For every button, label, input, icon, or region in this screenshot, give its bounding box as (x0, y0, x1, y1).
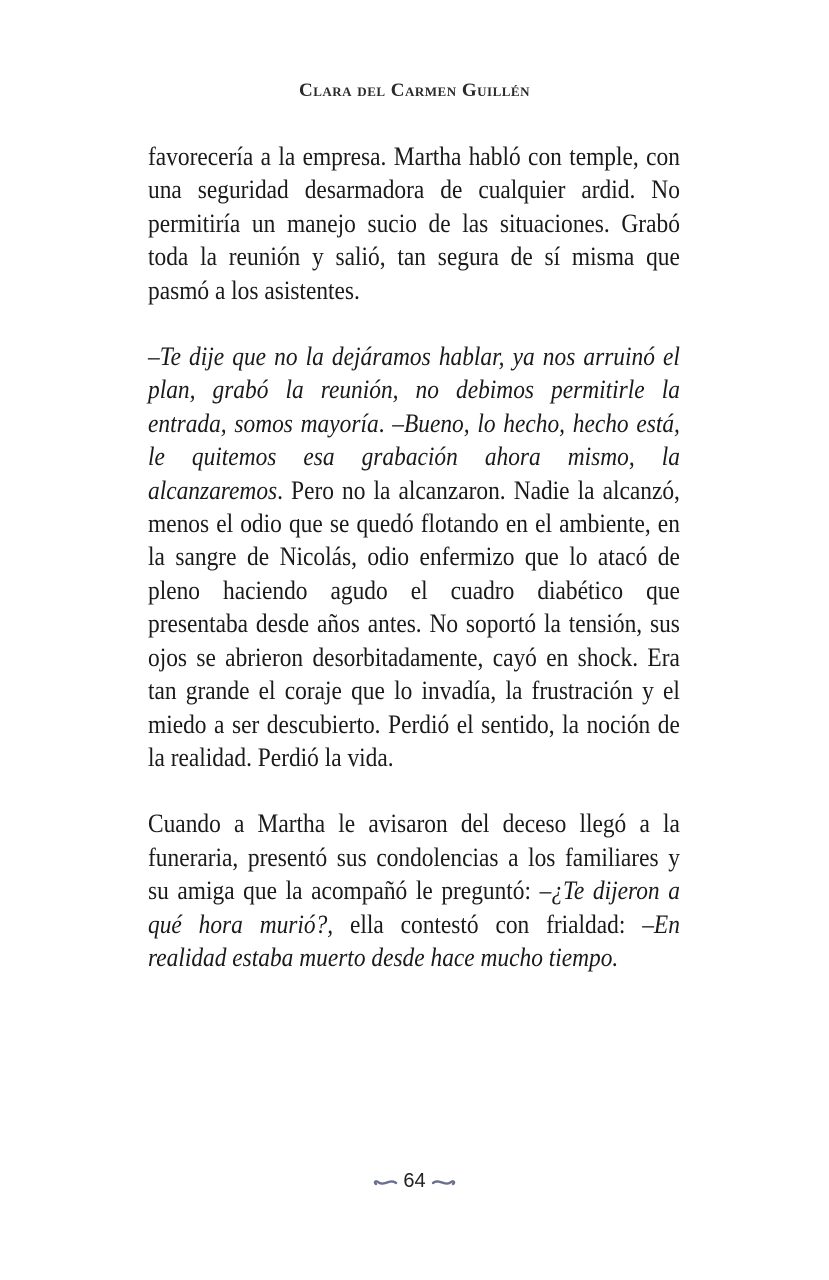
paragraph-3 (148, 807, 680, 974)
body-text (148, 140, 680, 1007)
paragraph-2 (148, 340, 680, 774)
left-ornament-icon (372, 1176, 398, 1188)
page-number: 64 (403, 1170, 426, 1192)
dialogue-2: –Bueno, lo hecho, hecho está, le quitemos esa grabación ahora mismo, la alcanzaremos (148, 408, 680, 505)
text-fragment: . (378, 408, 393, 438)
dialogue-3: –¿Te dijeron a qué hora murió?, (148, 876, 680, 939)
paragraph-3-start: Cuando a Martha le avisaron del deceso llegó a la funeraria, presentó sus condolencias a los familiares y su amiga que la acompañó le preguntó: (148, 809, 680, 906)
right-ornament-icon (431, 1176, 457, 1188)
dialogue-1: –Te dije que no la dejáramos hablar, ya nos arruinó el plan, grabó la reunión, no debimos permitirle la entrada, somos mayoría (148, 342, 680, 438)
running-header: Clara del Carmen Guillén (299, 80, 530, 101)
paragraph-1: favorecería a la empresa. Martha habló con temple, con una seguridad desarmadora de cualquier ardid. No permitiría un manejo sucio de las situaciones. Grabó toda la reunión y salió, tan segura de sí misma que pasmó a los asistentes. (148, 142, 680, 305)
dialogue-4: –En realidad estaba muerto desde hace mucho tiempo. (148, 909, 680, 972)
paragraph-2-rest: . Pero no la alcanzaron. Nadie la alcanzó, menos el odio que se quedó flotando en el ambiente, en la sangre de Nicolás, odio enfermizo que lo atacó de pleno haciendo agudo el cuadro diabético que presentaba desde años antes. No soportó la tensión, sus ojos se abrieron desorbitadamente, cayó en shock. Era tan grande el coraje que lo invadía, la frustración y el miedo a ser descubierto. Perdió el sentido, la noción de la realidad. Perdió la vida. (148, 475, 680, 772)
page-footer (0, 1170, 829, 1193)
paragraph-3-middle: ella contestó con frialdad: (333, 909, 643, 939)
